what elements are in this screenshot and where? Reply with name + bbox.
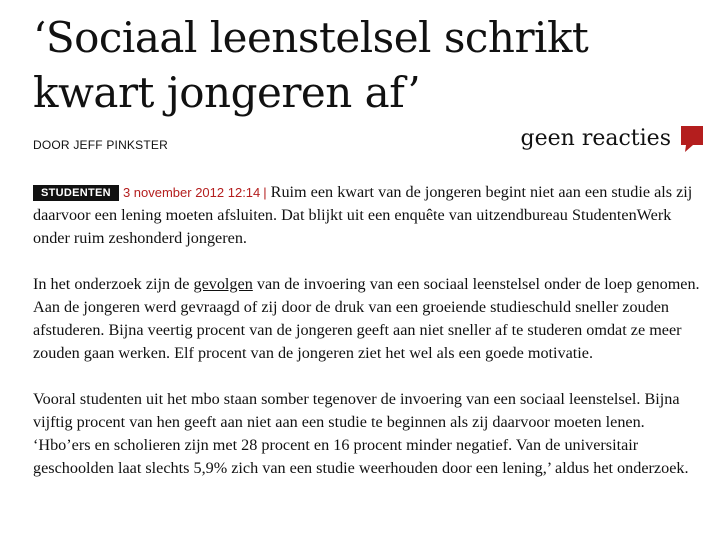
speech-bubble-icon[interactable] xyxy=(681,124,705,154)
timestamp-separator: | xyxy=(263,185,267,200)
article-paragraph-3: Vooral studenten uit het mbo staan somber tegenover de invoering van een sociaal leenstelsel. Bijna vijftig procent van hen geeft aan niet aan een studie te beginnen als zij daarvoor moeten lenen. ‘Hbo’ers en scholieren zijn met 28 procent en 16 procent minder negatief. Van de universitair geschoolden laat slechts 5,9% zich van een studie weerhouden door een lening,’ aldus het onderzoek. xyxy=(33,390,689,477)
paragraph-2-text-before: In het onderzoek zijn de xyxy=(33,275,194,293)
article-title: ‘Sociaal leenstelsel schrikt kwart jongeren af’ xyxy=(33,13,589,117)
article-timestamp: 3 november 2012 12:14 xyxy=(122,185,261,200)
category-tag[interactable]: STUDENTEN xyxy=(33,185,119,201)
article-byline: DOOR JEFF PINKSTER xyxy=(33,138,168,152)
reactions-link[interactable] xyxy=(521,124,705,154)
gevolgen-link[interactable]: gevolgen xyxy=(193,275,253,293)
article-paragraph-1: Ruim een kwart van de jongeren begint niet aan een studie als zij daarvoor een lening moeten afsluiten. Dat blijkt uit een enquête van uitzendbureau StudentenWerk onder ruim zeshonderd jongeren. xyxy=(33,183,693,247)
article-paragraph-2 xyxy=(33,273,703,365)
reactions-label[interactable]: geen reacties xyxy=(520,126,671,151)
paragraph-2-text-after: van de invoering van een sociaal leenstelsel onder de loep genomen. Aan de jongeren werd gevraagd of zij door de druk van een groeiende studieschuld sneller zouden afstuderen. Bijna veertig procent van de jongeren geeft aan niet sneller af te studeren omdat ze meer zouden gaan werken. Elf procent van de jongeren ziet het wel als een goede motivatie. xyxy=(33,275,700,362)
article-body xyxy=(33,181,703,480)
article-paragraph-intro xyxy=(33,181,703,250)
